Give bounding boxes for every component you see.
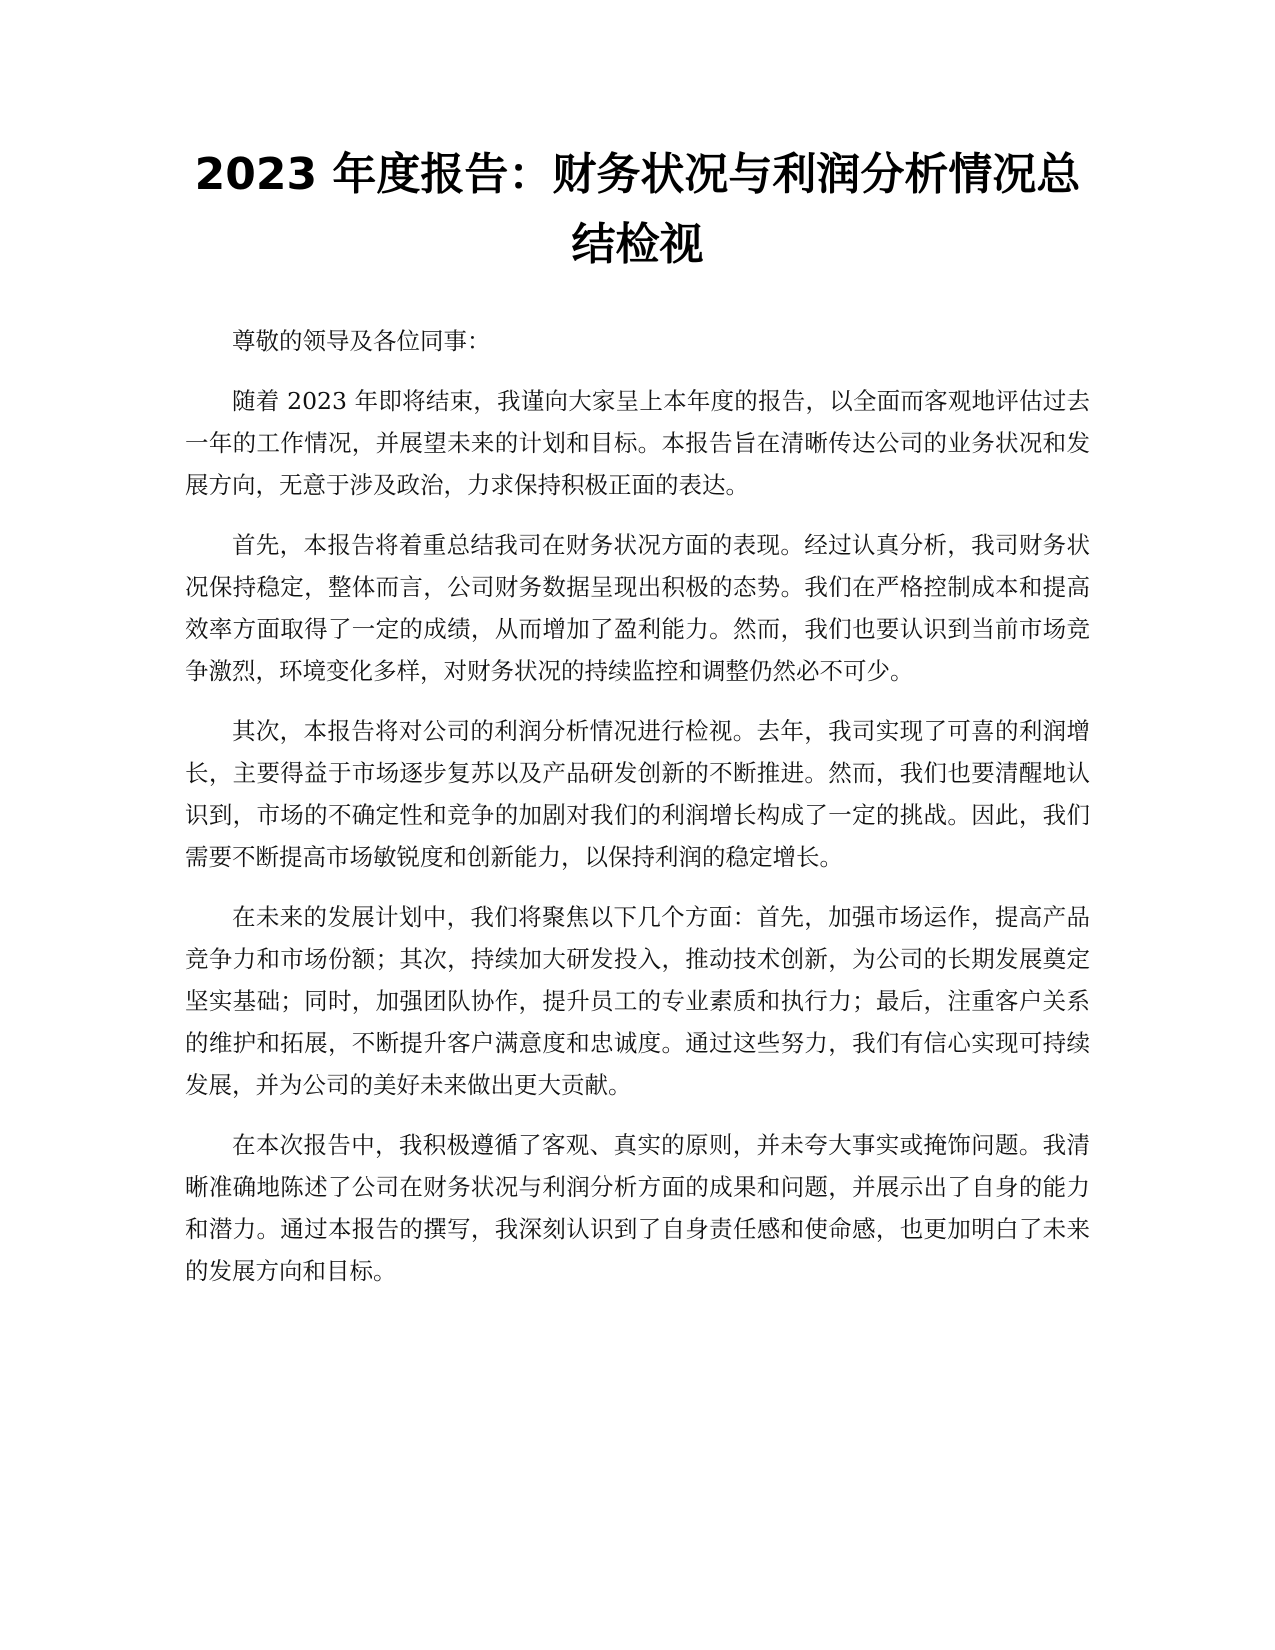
document-title bbox=[180, 140, 1095, 280]
paragraph-intro: 随着 2023 年即将结束，我谨向大家呈上本年度的报告，以全面而客观地评估过去一年的工作情况，并展望未来的计划和目标。本报告旨在清晰传达公司的业务状况和发展方向，无意于涉及政治，力求保持积极正面的表达。 bbox=[185, 387, 1090, 499]
document-body bbox=[185, 320, 1090, 1310]
title-line-2: 结检视 bbox=[571, 219, 704, 270]
paragraph-financial-status: 首先，本报告将着重总结我司在财务状况方面的表现。经过认真分析，我司财务状况保持稳定，整体而言，公司财务数据呈现出积极的态势。我们在严格控制成本和提高效率方面取得了一定的成绩，从而增加了盈利能力。然而，我们也要认识到当前市场竞争激烈，环境变化多样，对财务状况的持续监控和调整仍然必不可少。 bbox=[185, 531, 1090, 685]
salutation: 尊敬的领导及各位同事： bbox=[232, 327, 491, 355]
paragraph-future-plan: 在未来的发展计划中，我们将聚焦以下几个方面：首先，加强市场运作，提高产品竞争力和市场份额；其次，持续加大研发投入，推动技术创新，为公司的长期发展奠定坚实基础；同时，加强团队协作，提升员工的专业素质和执行力；最后，注重客户关系的维护和拓展，不断提升客户满意度和忠诚度。通过这些努力，我们有信心实现可持续发展，并为公司的美好未来做出更大贡献。 bbox=[185, 903, 1090, 1099]
paragraph-profit-analysis: 其次，本报告将对公司的利润分析情况进行检视。去年，我司实现了可喜的利润增长，主要得益于市场逐步复苏以及产品研发创新的不断推进。然而，我们也要清醒地认识到，市场的不确定性和竞争的加剧对我们的利润增长构成了一定的挑战。因此，我们需要不断提高市场敏锐度和创新能力，以保持利润的稳定增长。 bbox=[185, 717, 1090, 871]
title-line-1: 2023 年度报告：财务状况与利润分析情况总 bbox=[194, 149, 1081, 200]
paragraph-conclusion: 在本次报告中，我积极遵循了客观、真实的原则，并未夸大事实或掩饰问题。我清晰准确地陈述了公司在财务状况与利润分析方面的成果和问题，并展示出了自身的能力和潜力。通过本报告的撰写，我深刻认识到了自身责任感和使命感，也更加明白了未来的发展方向和目标。 bbox=[185, 1131, 1090, 1285]
